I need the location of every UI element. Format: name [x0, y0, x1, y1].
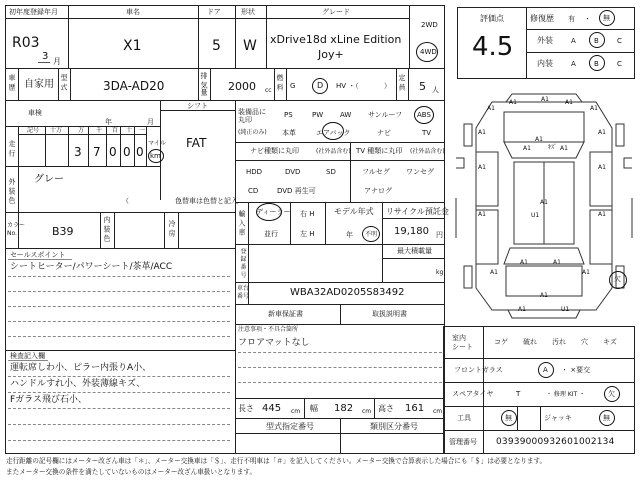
inspection-label: 車検: [28, 109, 42, 117]
shift-value: FAT: [186, 136, 207, 150]
maxload-unit: kg: [436, 269, 444, 276]
model-year-word: 年: [346, 231, 353, 239]
mileage-digit-1: 0: [136, 145, 144, 159]
equip-abs: ABS: [417, 111, 431, 119]
height-unit: cm: [433, 408, 443, 415]
tv-analog: アナログ: [364, 187, 392, 195]
damage-mark: A1: [518, 306, 526, 313]
tv-fullseg: フルセグ: [362, 168, 390, 176]
shift-label: シフト: [187, 102, 208, 110]
spare-missing-mark: 欠: [614, 275, 621, 283]
height-value: 161: [405, 403, 425, 414]
import-dealer: ディーラー: [256, 208, 291, 216]
fuel-d: D: [317, 81, 324, 90]
tv-sub: (社外品含む): [410, 148, 445, 155]
displacement-label: 排 気量: [200, 72, 208, 96]
damage-mark: A1: [509, 99, 517, 106]
damage-mark: A1: [540, 292, 548, 299]
fuel-g: G: [290, 82, 296, 90]
mileage-digit-10k: 3: [74, 145, 82, 159]
type-label: 型 式: [60, 74, 68, 91]
equipment-label: 装備品に 丸印: [238, 108, 266, 125]
color-no-label: カラー No.: [7, 222, 26, 237]
navi-hdd: HDD: [246, 168, 263, 176]
damage-mark: A1: [598, 129, 606, 136]
repair-label: 修復歴: [530, 14, 554, 23]
seat-hole: 穴: [581, 338, 588, 346]
displacement-value: 2000: [228, 80, 256, 93]
footer-note-1: 走行距離の記号欄にはメーター改ざん車は「＊」、メーター交換車は「＄」、走行不明車は「＃」を記入してください。メーター交換で合算表示した場合にも「＄」は必要となります。: [6, 457, 547, 465]
inspection-year: 年: [105, 118, 112, 126]
inspector-line-1: 運転席しわ小、ピラー内張りA小、: [10, 363, 152, 373]
ac-label: 冷 房: [168, 220, 176, 237]
equip-leather: 本革: [282, 129, 296, 137]
equip-pw: PW: [312, 111, 324, 119]
exterior-label: 外 装 色: [8, 178, 16, 204]
model-label: 車名: [126, 8, 140, 16]
import-left: 左 H: [300, 230, 315, 238]
width-value: 182: [334, 403, 354, 414]
mileage-label: 走 行: [8, 140, 16, 157]
damage-mark: U1: [531, 212, 540, 219]
damage-mark: A1: [540, 199, 548, 206]
inspection-month: 月: [147, 118, 154, 126]
capacity-value: 5: [419, 80, 426, 93]
mileage-unit-km: km: [150, 152, 161, 160]
model-year-label: モデル年式: [334, 207, 374, 216]
car-damage-diagram: [452, 88, 638, 324]
manual: 取扱説明書: [372, 310, 407, 318]
repair-yes: 有: [568, 15, 575, 23]
damage-mark: U1: [561, 306, 570, 313]
vin-label: 車台 番号: [237, 285, 250, 300]
spare-tire-t: T: [516, 390, 521, 398]
seat-tear: 破れ: [523, 338, 537, 346]
ext-grade-a: A: [571, 37, 576, 45]
management-value: 03939000932601002134: [496, 437, 615, 447]
damage-mark: A1: [565, 99, 573, 106]
doors-label: ドア: [207, 8, 221, 16]
front-glass-a: A: [543, 366, 548, 374]
damage-mark: A1: [523, 145, 531, 152]
damage-mark: A1: [582, 269, 590, 276]
recycle-value: 19,180: [394, 226, 429, 237]
reg-no-label: 登 録 番 号: [239, 248, 246, 278]
spare-tire-none: 欠: [608, 390, 615, 398]
damage-mark: A1: [478, 164, 486, 171]
int-grade-b: B: [594, 60, 599, 68]
drive-4wd: 4WD: [420, 48, 437, 56]
jack-label: ジャッキ: [544, 414, 572, 422]
length-label: 長さ: [238, 404, 254, 413]
width-label: 幅: [310, 404, 318, 413]
int-label: 内装: [537, 59, 553, 68]
equip-ps: PS: [284, 111, 293, 119]
footer-note-2: またメーター交換の条件を満たしていないものはメーター改ざん車扱いとなります。: [6, 468, 257, 476]
mileage-digit-1k: 7: [93, 145, 101, 159]
mileage-digit-100: 0: [109, 145, 117, 159]
model-year-unknown: 不明: [365, 231, 378, 238]
damage-mark: A1: [487, 105, 495, 112]
damage-mark: A1: [490, 269, 498, 276]
fuel-label: 燃 料: [276, 74, 284, 91]
model-value: X1: [123, 38, 142, 54]
caution-value: フロアマットなし: [238, 338, 310, 348]
score-label: 評価点: [480, 14, 504, 23]
equip-tv: TV: [422, 129, 432, 137]
ext-grade-c: C: [617, 37, 622, 45]
damage-mark: A1: [520, 259, 528, 266]
new-car-warranty: 新車保証書: [268, 310, 303, 318]
tv-header: TV 種類に丸印: [356, 147, 403, 155]
mileage-digit-10: 0: [123, 145, 131, 159]
front-glass-replace: ・ ×要交: [561, 366, 591, 374]
mileage-unit-mile: マイル: [148, 140, 166, 147]
navi-dvd: DVD: [285, 168, 301, 176]
tools-label: 工具: [457, 414, 471, 422]
vin-value: WBA32AD0205S83492: [290, 287, 405, 298]
exterior-color: グレー: [34, 174, 64, 185]
navi-cd: CD: [248, 187, 259, 195]
mileage-col-100: 百: [112, 127, 119, 134]
length-value: 445: [262, 403, 282, 414]
navi-header: ナビ種類に丸印: [250, 147, 299, 155]
mileage-col-10k: 万: [78, 127, 85, 134]
int-grade-c: C: [617, 60, 622, 68]
class-label: 類別区分番号: [370, 422, 418, 431]
inspector-line-3: Fガラス飛び石小、: [10, 395, 87, 405]
import-parallel: 並行: [264, 230, 278, 238]
maxload-label: 最大積載量: [397, 247, 432, 255]
type-value: 3DA-AD20: [103, 79, 165, 93]
spare-tire-label: スペアタイヤ: [452, 390, 494, 398]
tools-none: 無: [505, 414, 512, 422]
management-label: 管理番号: [449, 438, 477, 446]
capacity-label: 定 員: [398, 74, 406, 91]
damage-mark: A1: [541, 96, 549, 103]
mileage-col-10: 十: [126, 127, 133, 134]
equip-sunroof: サンルーフ: [368, 111, 403, 119]
shape-label: 形状: [241, 8, 255, 16]
width-unit: cm: [362, 408, 372, 415]
jack-none: 無: [603, 414, 610, 422]
damage-mark: A1: [590, 105, 598, 112]
interior-color-label: 内 装 色: [103, 216, 111, 242]
grade-line2: Joy+: [318, 48, 344, 61]
seat-stain: 汚れ: [552, 338, 566, 346]
sales-point-label: セールスポイント: [10, 251, 66, 259]
capacity-unit: 人: [432, 86, 439, 94]
drive-2wd: 2WD: [421, 21, 438, 29]
ext-label: 外装: [537, 36, 553, 45]
equip-airbag: エアバック: [316, 129, 351, 137]
mileage-col-1k: 千: [96, 127, 103, 134]
mileage-col-1: 一: [139, 127, 146, 134]
damage-mark: A1: [598, 164, 606, 171]
import-right: 右 H: [300, 210, 315, 218]
height-label: 高さ: [378, 404, 394, 413]
displacement-unit: cc: [265, 87, 272, 94]
mileage-col-symbol: 記号: [27, 127, 40, 134]
damage-mark: A1: [560, 145, 568, 152]
tv-oneseg: ワンセグ: [406, 168, 434, 176]
use-value: 自家用: [24, 79, 54, 90]
recycle-unit: 円: [436, 231, 443, 239]
doors-value: 5: [212, 38, 221, 54]
recycle-label: リサイクル預託金: [386, 207, 449, 216]
type-spec-label: 型式指定番号: [266, 422, 314, 431]
fuel-hv: HV ・（: [336, 82, 359, 90]
seat-scratch: キズ: [603, 338, 617, 346]
import-label: 輸 入 車: [238, 210, 246, 236]
navi-sub: (社外品含む): [316, 148, 351, 155]
score-value: 4.5: [472, 32, 514, 62]
spare-tire-kit: ・ 修理 KIT ・: [546, 391, 586, 398]
damage-mark: ｷｽﾞ: [548, 144, 558, 151]
grade-line1: xDrive18d xLine Edition: [270, 33, 402, 46]
exterior-note: 色替車は色替と記入: [175, 197, 238, 205]
damage-mark: A1: [478, 211, 486, 218]
exterior-note-paren: （ ）: [122, 197, 185, 205]
equipment-sub: (純正のみ): [238, 129, 267, 136]
inspector-label: 検査記入欄: [10, 352, 45, 360]
equip-navi: ナビ: [377, 129, 391, 137]
equip-aw: AW: [340, 111, 352, 119]
front-glass-label: フロントガラス: [454, 366, 503, 374]
sales-point-text: シートヒーター/パワーシート/茶革/ACC: [10, 262, 173, 272]
int-grade-a: A: [571, 60, 576, 68]
caution-label: 注意事項・不具合箇所: [238, 326, 299, 333]
reg-year-label: 初年度登録年月: [9, 8, 58, 16]
navi-sd: SD: [326, 168, 336, 176]
mileage-col-100k: 十万: [50, 127, 63, 134]
damage-mark: A1: [535, 136, 543, 143]
use-label: 車 歴: [8, 74, 16, 91]
color-no-value: B39: [52, 225, 74, 238]
navi-dvd-play: DVD 再生可: [277, 187, 316, 195]
damage-mark: A1: [478, 129, 486, 136]
shape-value: W: [243, 38, 257, 54]
damage-mark: A1: [553, 259, 561, 266]
damage-mark: A1: [598, 211, 606, 218]
reg-month-value: 3: [42, 51, 49, 62]
fuel-close: ）: [384, 82, 391, 90]
length-unit: cm: [291, 408, 301, 415]
seat-burn: コゲ: [494, 338, 508, 346]
reg-month-unit: 月: [53, 57, 61, 66]
inspector-line-2: ハンドルすれ小、外装薄線キズ、: [10, 379, 146, 389]
repair-no: 無: [603, 14, 610, 22]
interior-seat-label: 室内 シート: [452, 334, 473, 352]
grade-label: グレード: [322, 8, 350, 16]
reg-year-value: R03: [12, 35, 40, 51]
ext-grade-b: B: [594, 37, 599, 45]
